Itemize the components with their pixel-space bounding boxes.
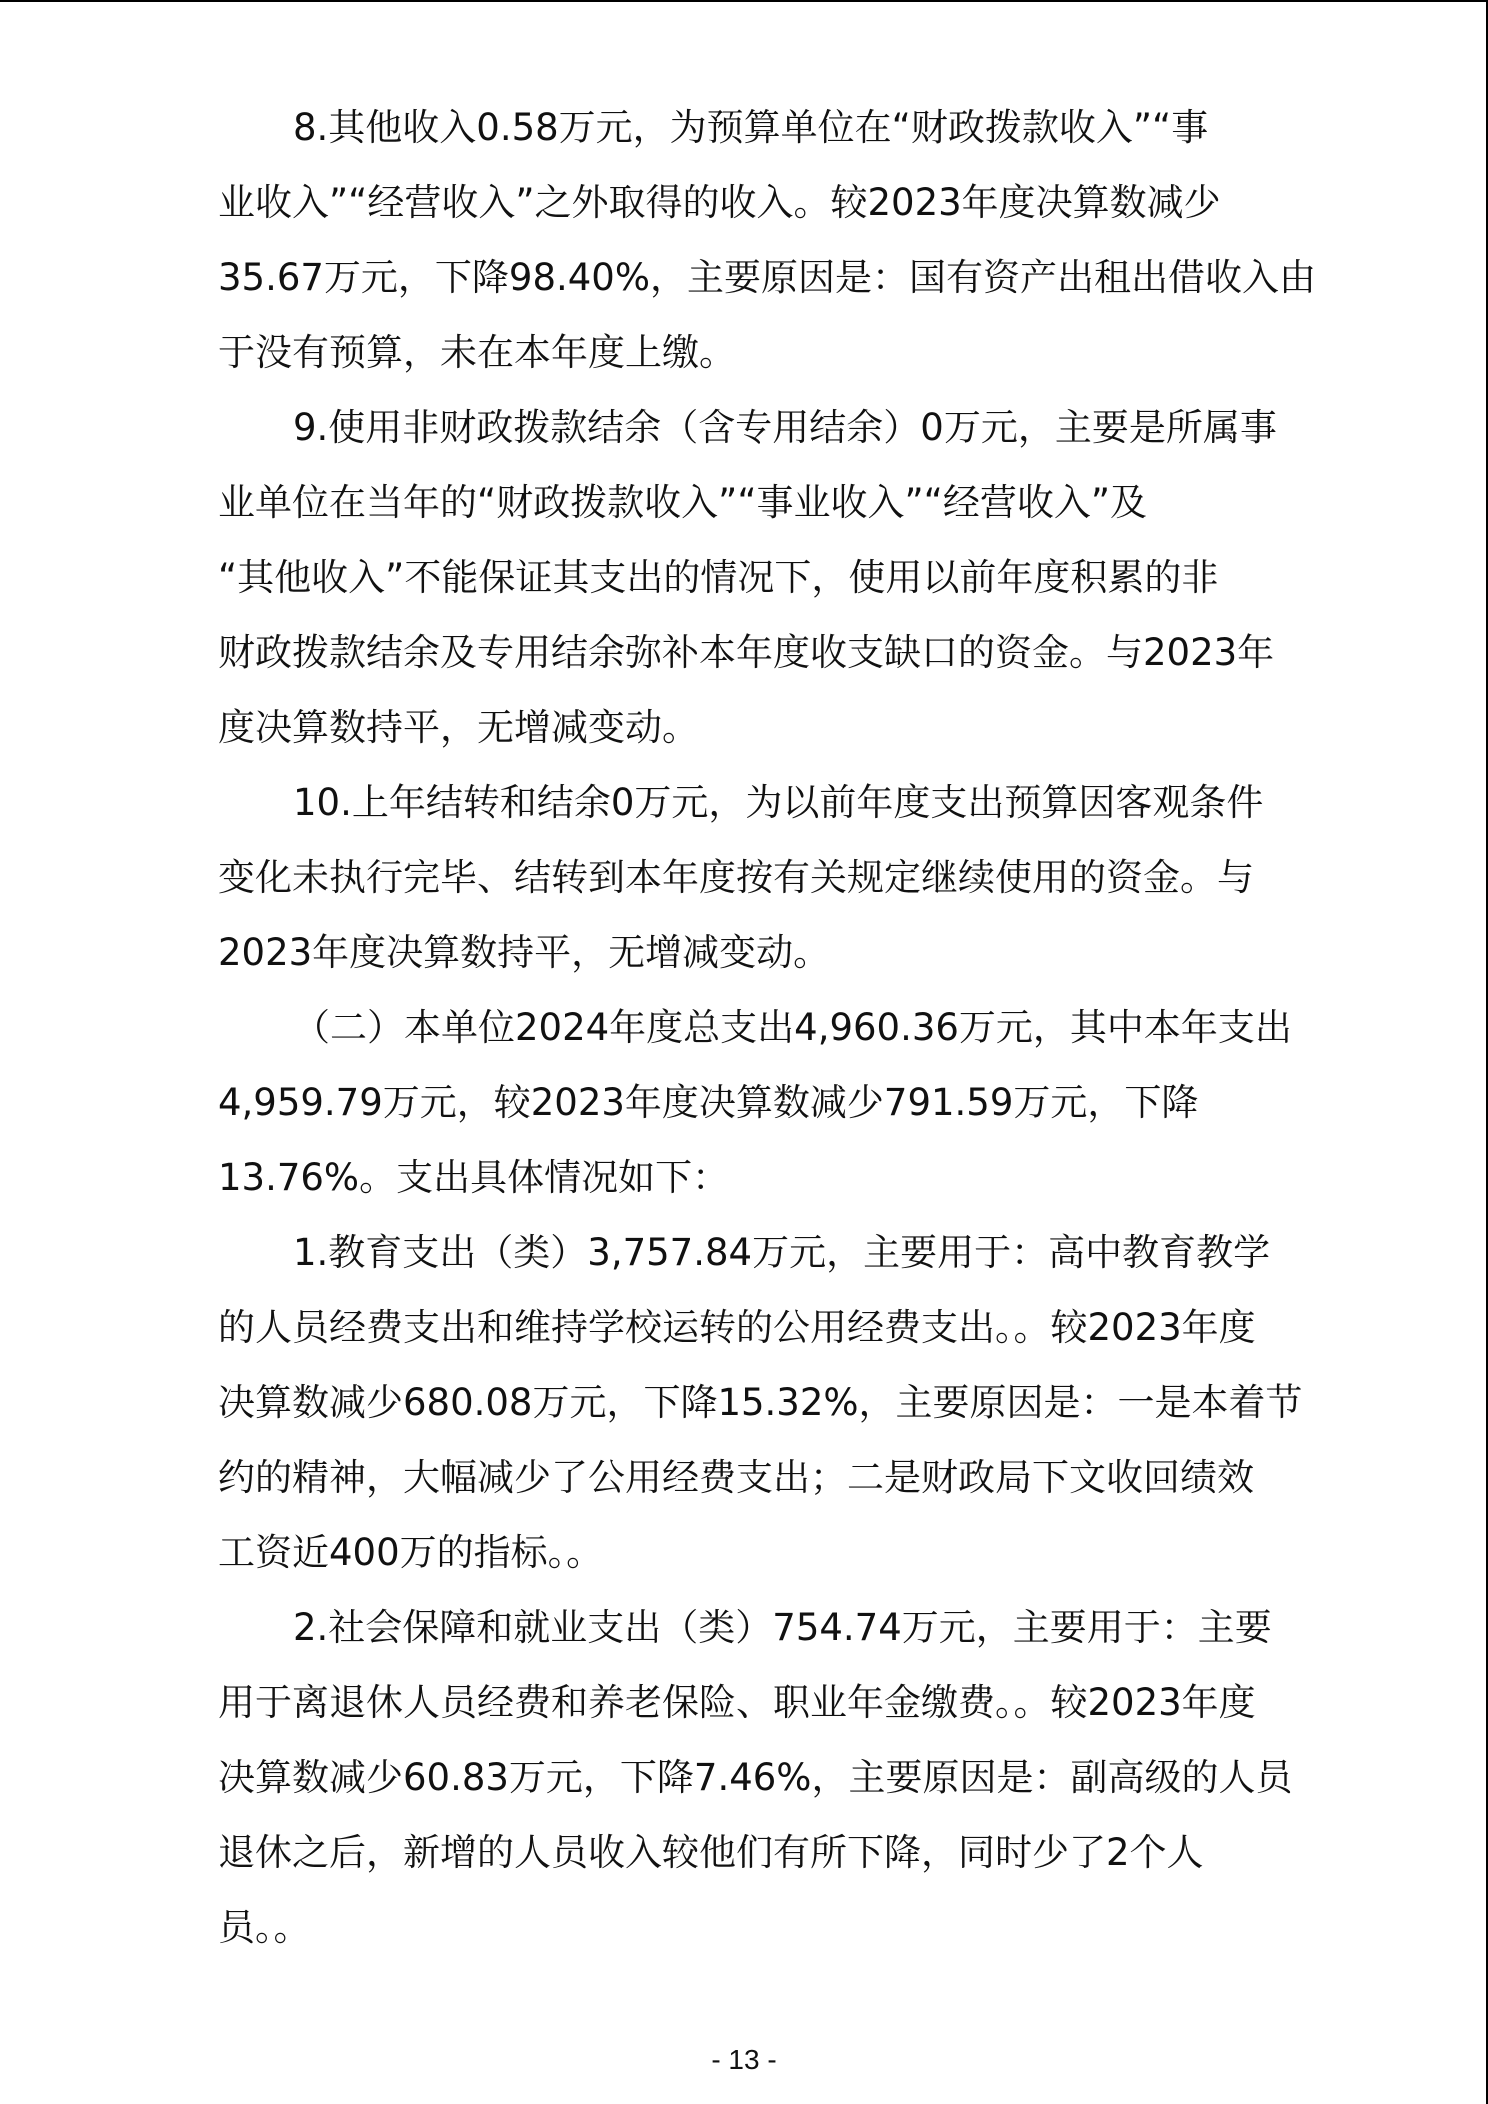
text-line: 工资近400万的指标。。	[218, 1531, 604, 1574]
text-line: 35.67万元，下降98.40%，主要原因是：国有资产出租出借收入由	[218, 256, 1317, 299]
text-line: 9.使用非财政拨款结余（含专用结余）0万元，主要是所属事	[293, 406, 1277, 449]
text-line: 2.社会保障和就业支出（类）754.74万元，主要用于：主要	[293, 1606, 1272, 1649]
text-line: 1.教育支出（类）3,757.84万元，主要用于：高中教育教学	[293, 1231, 1271, 1274]
text-line: 财政拨款结余及专用结余弥补本年度收支缺口的资金。与2023年	[218, 631, 1275, 674]
text-line: 的人员经费支出和维持学校运转的公用经费支出。。较2023年度	[218, 1306, 1256, 1349]
text-line: 度决算数持平，无增减变动。	[218, 706, 699, 749]
text-line: 用于离退休人员经费和养老保险、职业年金缴费。。较2023年度	[218, 1681, 1256, 1724]
page-number: - 13 -	[711, 2044, 777, 2075]
text-line: 决算数减少60.83万元，下降7.46%，主要原因是：副高级的人员	[218, 1756, 1293, 1799]
text-line: 员。。	[218, 1906, 311, 1949]
text-line: 8.其他收入0.58万元，为预算单位在“财政拨款收入”“事	[293, 106, 1209, 149]
text-line: “其他收入”不能保证其支出的情况下，使用以前年度积累的非	[218, 556, 1219, 599]
text-line: 变化未执行完毕、结转到本年度按有关规定继续使用的资金。与	[218, 856, 1254, 899]
text-line: 业收入”“经营收入”之外取得的收入。较2023年度决算数减少	[218, 181, 1221, 224]
text-line: 约的精神，大幅减少了公用经费支出；二是财政局下文收回绩效	[218, 1456, 1254, 1499]
text-line: 决算数减少680.08万元，下降15.32%，主要原因是：一是本着节	[218, 1381, 1303, 1424]
text-line: 业单位在当年的“财政拨款收入”“事业收入”“经营收入”及	[218, 481, 1148, 524]
text-line: 4,959.79万元，较2023年度决算数减少791.59万元，下降	[218, 1081, 1199, 1124]
text-line: （二）本单位2024年度总支出4,960.36万元，其中本年支出	[293, 1006, 1292, 1049]
text-line: 于没有预算，未在本年度上缴。	[218, 331, 736, 374]
page-top-border	[0, 0, 1488, 2]
text-line: 2023年度决算数持平，无增减变动。	[218, 931, 831, 974]
text-line: 13.76%。支出具体情况如下：	[218, 1156, 730, 1199]
text-line: 退休之后，新增的人员收入较他们有所下降，同时少了2个人	[218, 1831, 1204, 1874]
text-line: 10.上年结转和结余0万元，为以前年度支出预算因客观条件	[293, 781, 1264, 824]
